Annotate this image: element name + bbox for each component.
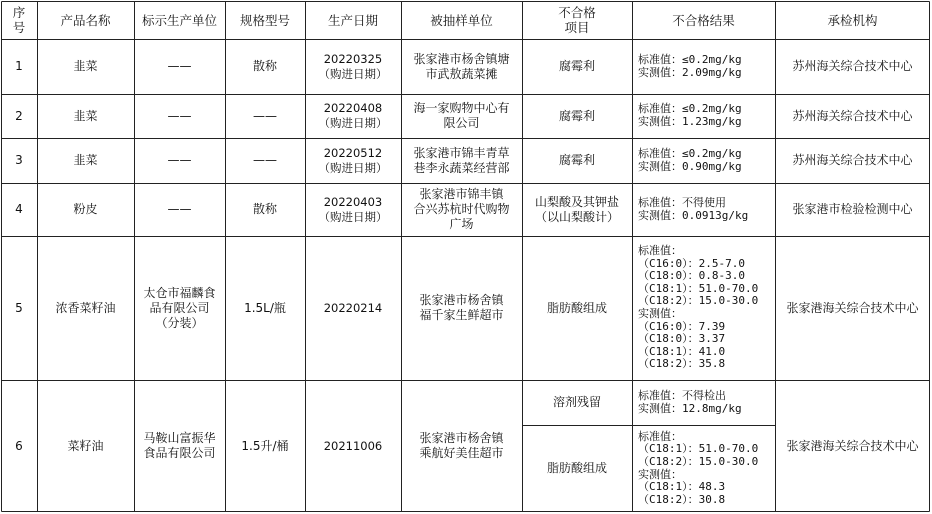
row-4-product-text: 粉皮	[73, 202, 98, 216]
row-2-spec	[225, 94, 305, 138]
row-1-product-text: 韭菜	[73, 59, 98, 73]
row-3-no-text: 3	[15, 153, 23, 167]
row-3-spec	[225, 138, 305, 183]
row-1-lab-text: 苏州海关综合技术中心	[792, 59, 913, 73]
header-sampled-text: 被抽样单位	[430, 12, 493, 28]
row-4-maker-text: ——	[167, 202, 192, 216]
row-4-product	[37, 183, 134, 236]
header-item-text: 不合格 项目	[558, 5, 596, 35]
row-5-no	[1, 236, 37, 380]
row-3-spec-text: ——	[253, 153, 277, 167]
row-4-sampled	[401, 183, 522, 236]
row-1-no	[1, 39, 37, 94]
row-3-product-text: 韭菜	[73, 153, 98, 167]
row-2-lab	[775, 94, 930, 138]
row-4-sampled-text: 张家港市锦丰镇 合兴苏杭时代购物 广场	[413, 187, 510, 231]
row-1-item-text: 腐霉利	[558, 59, 595, 73]
row-4-spec	[225, 183, 305, 236]
row-6-lab	[775, 380, 930, 512]
row-3-item-text: 腐霉利	[558, 153, 595, 167]
row-3-item	[522, 138, 632, 183]
row-3-date-text: 20220512 （购进日期）	[318, 145, 388, 175]
row-1-date	[305, 39, 401, 94]
row-2-date-text: 20220408 （购进日期）	[318, 101, 388, 130]
header-maker-text: 标示生产单位	[141, 12, 217, 28]
header-item	[522, 1, 632, 39]
row-2-product-text: 韭菜	[73, 108, 98, 123]
row-6-spec	[225, 380, 305, 512]
row-3-product	[37, 138, 134, 183]
row-3-maker-text: ——	[167, 153, 192, 167]
row-6-maker-text: 马鞍山富振华 食品有限公司	[143, 431, 216, 460]
row-3-lab	[775, 138, 930, 183]
row-3-maker	[134, 138, 225, 183]
row-2-no-text: 2	[15, 108, 23, 123]
row-2-sampled	[401, 94, 522, 138]
row-4-no-text: 4	[15, 202, 23, 216]
row-1-no-text: 1	[15, 59, 23, 73]
row-5-spec	[225, 236, 305, 380]
row-1-spec	[225, 39, 305, 94]
row-6-date-text: 20211006	[323, 438, 383, 453]
row-1-date-text: 20220325 （购进日期）	[318, 51, 388, 81]
row-2-no	[1, 94, 37, 138]
row-6-product-text: 菜籽油	[67, 438, 104, 453]
row-4-lab-text: 张家港市检验检测中心	[792, 202, 913, 216]
row-6-product	[37, 380, 134, 512]
row-2-product	[37, 94, 134, 138]
header-no	[1, 1, 37, 39]
row-6-item-a	[522, 380, 632, 425]
row-4-item-text: 山梨酸及其钾盐 （以山梨酸计）	[534, 194, 619, 224]
row-3-result	[632, 138, 775, 183]
row-6-item-a-text: 溶剂残留	[552, 395, 601, 409]
row-4-date-text: 20220403 （购进日期）	[318, 194, 388, 224]
header-spec-text: 规格型号	[239, 12, 290, 28]
row-1-maker	[134, 39, 225, 94]
header-result	[632, 1, 775, 39]
row-5-result-text: 标准值： （C16:0）：2.5-7.0 （C18:0）：0.8-3.0 （C18:1）：51.0-70.0 （C18:2）：15.0-30.0 实测值： （C16:0）：7.39 （C18:0）：3.37 （C18:1）：41.0 （C18:2）：35.8	[638, 244, 759, 371]
header-product	[37, 1, 134, 39]
row-5-maker	[134, 236, 225, 380]
row-2-maker	[134, 94, 225, 138]
row-2-result-text: 标准值：≤0.2mg/kg 实测值：1.23mg/kg	[638, 102, 742, 128]
row-5-lab-text: 张家港海关综合技术中心	[786, 300, 919, 315]
row-1-spec-text: 散称	[252, 59, 277, 73]
row-1-result	[632, 39, 775, 94]
row-3-sampled	[401, 138, 522, 183]
row-5-item-text: 脂肪酸组成	[546, 300, 607, 315]
row-6-item-b	[522, 425, 632, 512]
row-1-item	[522, 39, 632, 94]
row-3-no	[1, 138, 37, 183]
row-4-spec-text: 散称	[252, 202, 277, 216]
row-2-maker-text: ——	[167, 108, 192, 123]
row-5-maker-text: 太仓市福麟食 品有限公司 （分装）	[143, 285, 216, 330]
row-5-product	[37, 236, 134, 380]
row-1-sampled	[401, 39, 522, 94]
row-6-result-a	[632, 380, 775, 425]
row-6-lab-text: 张家港海关综合技术中心	[786, 438, 919, 453]
row-2-lab-text: 苏州海关综合技术中心	[792, 108, 913, 123]
header-no-text: 序 号	[12, 5, 26, 35]
row-1-result-text: 标准值：≤0.2mg/kg 实测值：2.09mg/kg	[638, 52, 742, 79]
row-3-lab-text: 苏州海关综合技术中心	[792, 153, 913, 167]
header-date	[305, 1, 401, 39]
row-6-maker	[134, 380, 225, 512]
row-5-product-text: 浓香菜籽油	[55, 300, 116, 315]
row-6-sampled-text: 张家港市杨舍镇 乘航好美佳超市	[419, 431, 504, 460]
row-4-item	[522, 183, 632, 236]
row-4-maker	[134, 183, 225, 236]
row-5-sampled	[401, 236, 522, 380]
row-5-result	[632, 236, 775, 380]
row-2-date	[305, 94, 401, 138]
row-5-spec-text: 1.5L/瓶	[244, 300, 286, 315]
row-5-no-text: 5	[15, 300, 23, 315]
header-maker	[134, 1, 225, 39]
row-6-result-b-text: 标准值： （C18:1）：51.0-70.0 （C18:2）：15.0-30.0 实测值： （C18:1）：48.3 （C18:2）：30.8	[638, 429, 759, 506]
row-2-spec-text: ——	[253, 108, 277, 123]
row-2-sampled-text: 海一家购物中心有 限公司	[413, 101, 510, 130]
header-date-text: 生产日期	[327, 12, 378, 28]
row-2-item	[522, 94, 632, 138]
row-2-result	[632, 94, 775, 138]
row-5-item	[522, 236, 632, 380]
row-1-product	[37, 39, 134, 94]
row-3-date	[305, 138, 401, 183]
header-spec	[225, 1, 305, 39]
header-lab	[775, 1, 930, 39]
row-6-date	[305, 380, 401, 512]
row-4-no	[1, 183, 37, 236]
row-4-date	[305, 183, 401, 236]
row-4-lab	[775, 183, 930, 236]
row-2-item-text: 腐霉利	[558, 108, 595, 123]
row-6-result-b	[632, 425, 775, 512]
row-3-sampled-text: 张家港市锦丰青草 巷李永蔬菜经营部	[413, 145, 510, 175]
row-6-sampled	[401, 380, 522, 512]
header-result-text: 不合格结果	[672, 12, 735, 28]
header-lab-text: 承检机构	[827, 12, 878, 28]
row-1-sampled-text: 张家港市杨舍镇塘 市武敖蔬菜摊	[413, 51, 510, 81]
row-1-lab	[775, 39, 930, 94]
row-4-result-text: 标准值：不得使用 实测值：0.0913g/kg	[638, 195, 749, 222]
row-4-result	[632, 183, 775, 236]
header-sampled	[401, 1, 522, 39]
inspection-table	[1, 1, 930, 512]
row-5-sampled-text: 张家港市杨舍镇 福千家生鲜超市	[419, 293, 504, 322]
row-5-date-text: 20220214	[323, 300, 383, 315]
row-6-result-a-text: 标准值：不得检出 实测值：12.8mg/kg	[638, 388, 742, 415]
row-5-date	[305, 236, 401, 380]
row-6-item-b-text: 脂肪酸组成	[546, 461, 607, 475]
row-1-maker-text: ——	[167, 59, 192, 73]
row-6-no	[1, 380, 37, 512]
row-6-spec-text: 1.5升/桶	[241, 438, 289, 453]
row-5-lab	[775, 236, 930, 380]
row-6-no-text: 6	[15, 438, 23, 453]
header-product-text: 产品名称	[60, 12, 111, 28]
row-3-result-text: 标准值：≤0.2mg/kg 实测值：0.90mg/kg	[638, 146, 742, 173]
